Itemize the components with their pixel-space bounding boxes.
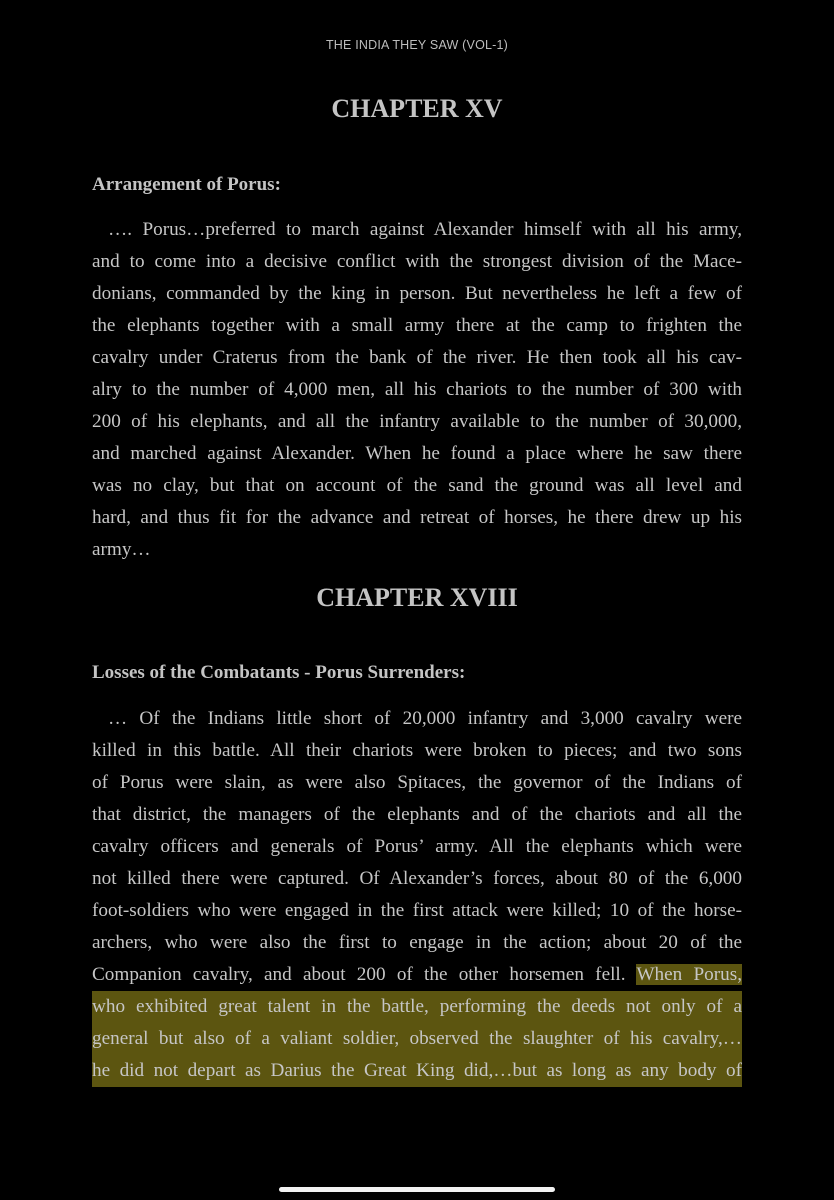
section-heading-arrangement: Arrangement of Porus:	[92, 174, 281, 195]
chapter-title-xv: CHAPTER XV	[331, 94, 503, 123]
text-line: alry to the number of 4,000 men, all his chariots to the number of 300 with	[92, 379, 742, 400]
text-line	[92, 959, 742, 991]
text-line: and marched against Alexander. When he found a place where he saw there	[92, 443, 742, 464]
text-line: …. Porus…preferred to march against Alexander himself with all his army,	[108, 219, 742, 240]
text-line: cavalry under Craterus from the bank of the river. He then took all his cav-	[92, 347, 742, 368]
home-indicator[interactable]	[279, 1187, 555, 1192]
text-line: cavalry officers and generals of Porus’ army. All the elephants which were	[92, 836, 742, 857]
text-line: donians, commanded by the king in person. But nevertheless he left a few of	[92, 283, 742, 304]
text-line: was no clay, but that on account of the sand the ground was all level and	[92, 475, 742, 496]
text-line: … Of the Indians little short of 20,000 infantry and 3,000 cavalry were	[108, 708, 742, 729]
text-line: army…	[92, 539, 151, 560]
text-line: and to come into a decisive conflict with the strongest division of the Mace-	[92, 251, 742, 272]
text-line: foot-soldiers who were engaged in the first attack were killed; 10 of the horse-	[92, 900, 742, 921]
text-plain: Companion cavalry, and about 200 of the other horsemen fell.	[92, 964, 637, 985]
text-line: hard, and thus fit for the advance and retreat of horses, he there drew up his	[92, 507, 742, 528]
highlighted-line[interactable]: general but also of a valiant soldier, observed the slaughter of his cavalry,…	[92, 1023, 742, 1055]
text-line: not killed there were captured. Of Alexander’s forces, about 80 of the 6,000	[92, 868, 742, 889]
highlighted-line[interactable]: he did not depart as Darius the Great King did,…but as long as any body of	[92, 1055, 742, 1087]
text-line: archers, who were also the first to engage in the action; about 20 of the	[92, 932, 742, 953]
text-line: the elephants together with a small army there at the camp to frighten the	[92, 315, 742, 336]
text-line: of Porus were slain, as were also Spitaces, the governor of the Indians of	[92, 772, 742, 793]
text-line: 200 of his elephants, and all the infantry available to the number of 30,000,	[92, 411, 742, 432]
text-highlight[interactable]: When Porus,	[636, 964, 742, 985]
running-header: THE INDIA THEY SAW (VOL-1)	[325, 38, 509, 52]
section-heading-losses: Losses of the Combatants - Porus Surrenders:	[92, 662, 466, 683]
text-line: killed in this battle. All their chariots were broken to pieces; and two sons	[92, 740, 742, 761]
chapter-title-xviii: CHAPTER XVIII	[316, 583, 518, 612]
paragraph-arrangement	[92, 214, 742, 566]
highlighted-line[interactable]: who exhibited great talent in the battle, performing the deeds not only of a	[92, 991, 742, 1023]
text-line: that district, the managers of the elephants and of the chariots and all the	[92, 804, 742, 825]
paragraph-losses	[92, 703, 742, 1087]
